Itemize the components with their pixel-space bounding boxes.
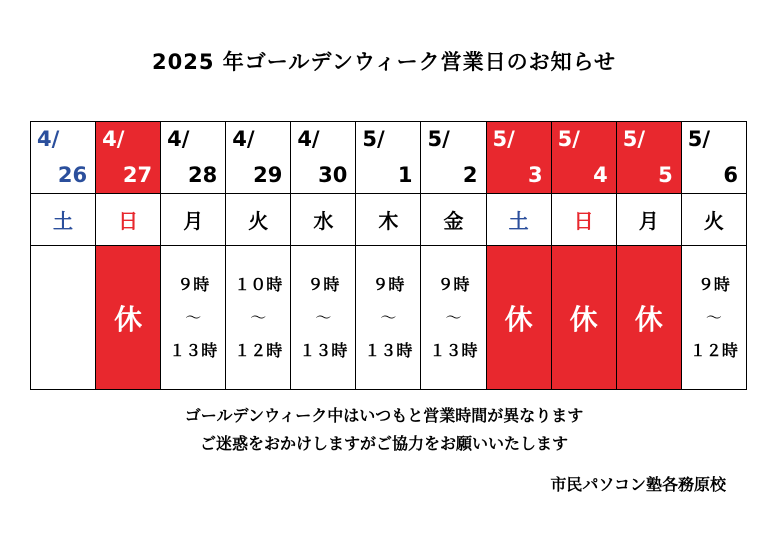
hours-open: ９時 [372,275,405,295]
date-cell [96,122,161,194]
hours-tilde: ～ [185,308,202,328]
date-month: 4/ [297,127,320,151]
closed-cell [551,246,616,390]
date-cell [31,122,96,194]
date-cell [356,122,421,194]
date-month: 5/ [687,127,711,151]
date-month: 4/ [167,127,190,151]
weekday-row [31,194,747,246]
hours-close: １３時 [169,341,218,361]
hours-cell [356,246,421,390]
date-month: 5/ [362,127,385,151]
weekday-label: 月 [183,209,204,234]
closed-label: 休 [504,302,533,336]
date-day: 5 [658,163,673,187]
date-cell [421,122,486,194]
closed-label: 休 [114,302,143,336]
date-cell [226,122,291,194]
hours-tilde: ～ [705,308,722,328]
school-name: 市民パソコン塾各務原校 [550,475,726,494]
date-day: 26 [57,163,88,187]
notice-line-2: ご迷惑をおかけしますがご協力をお願いいたします [199,434,568,453]
closed-cell [616,246,681,390]
date-month: 4/ [232,127,255,151]
date-cell [291,122,356,194]
weekday-cell [681,194,746,246]
weekday-label: 日 [118,209,139,234]
weekday-label: 火 [248,209,269,234]
date-cell [486,122,551,194]
weekday-label: 日 [573,209,594,234]
weekday-label: 土 [508,209,529,234]
date-month: 5/ [622,127,645,151]
hours-open: ９時 [177,275,210,295]
hours-close: １２時 [234,341,283,361]
weekday-label: 火 [703,209,724,234]
date-row [31,122,747,194]
weekday-cell [486,194,551,246]
closed-cell [96,246,161,390]
date-day: 6 [723,163,738,187]
hours-cell [161,246,226,390]
closed-label: 休 [634,302,663,336]
weekday-label: 月 [638,209,659,234]
hours-close: １３時 [364,341,413,361]
date-cell [551,122,616,194]
hours-cell [291,246,356,390]
date-day: 4 [593,163,608,187]
date-day: 27 [122,163,153,187]
schedule-table [30,121,747,390]
weekday-label: 木 [378,209,399,234]
notice-line-1: ゴールデンウィーク中はいつもと営業時間が異なります [184,406,584,425]
closed-cell [486,246,551,390]
weekday-cell [291,194,356,246]
hours-close: １３時 [429,341,478,361]
weekday-label: 金 [443,209,464,234]
closed-label: 休 [569,302,598,336]
hours-open: ９時 [437,275,470,295]
weekday-cell [226,194,291,246]
hours-cell [226,246,291,390]
hours-tilde: ～ [315,308,332,328]
weekday-label: 水 [313,209,334,234]
weekday-cell [161,194,226,246]
date-month: 5/ [557,127,580,151]
weekday-cell [31,194,96,246]
date-month: 5/ [427,127,450,151]
date-day: 29 [253,163,283,187]
date-day: 28 [188,163,218,187]
date-day: 2 [462,163,478,187]
weekday-cell [356,194,421,246]
hours-tilde: ～ [445,308,462,328]
date-day: 30 [318,163,348,187]
date-day: 1 [397,163,413,187]
notice-text [0,402,768,458]
hours-cell [681,246,746,390]
hours-row [31,246,747,390]
weekday-cell [96,194,161,246]
date-cell [616,122,681,194]
hours-close: １２時 [689,341,738,361]
weekday-cell [421,194,486,246]
weekday-cell [616,194,681,246]
hours-open: ９時 [697,275,730,295]
hours-open: １０時 [234,275,283,295]
date-month: 5/ [492,127,515,151]
hours-tilde: ～ [250,308,267,328]
hours-open: ９時 [307,275,340,295]
date-month: 4/ [102,127,125,151]
hours-cell [421,246,486,390]
date-cell [161,122,226,194]
weekday-label: 土 [53,209,74,234]
page-title: 2025 年ゴールデンウィーク営業日のお知らせ [151,50,617,74]
hours-cell [31,246,96,390]
hours-tilde: ～ [380,308,397,328]
date-month: 4/ [37,127,60,151]
weekday-cell [551,194,616,246]
date-day: 3 [528,163,543,187]
date-cell [681,122,746,194]
hours-close: １３時 [299,341,348,361]
